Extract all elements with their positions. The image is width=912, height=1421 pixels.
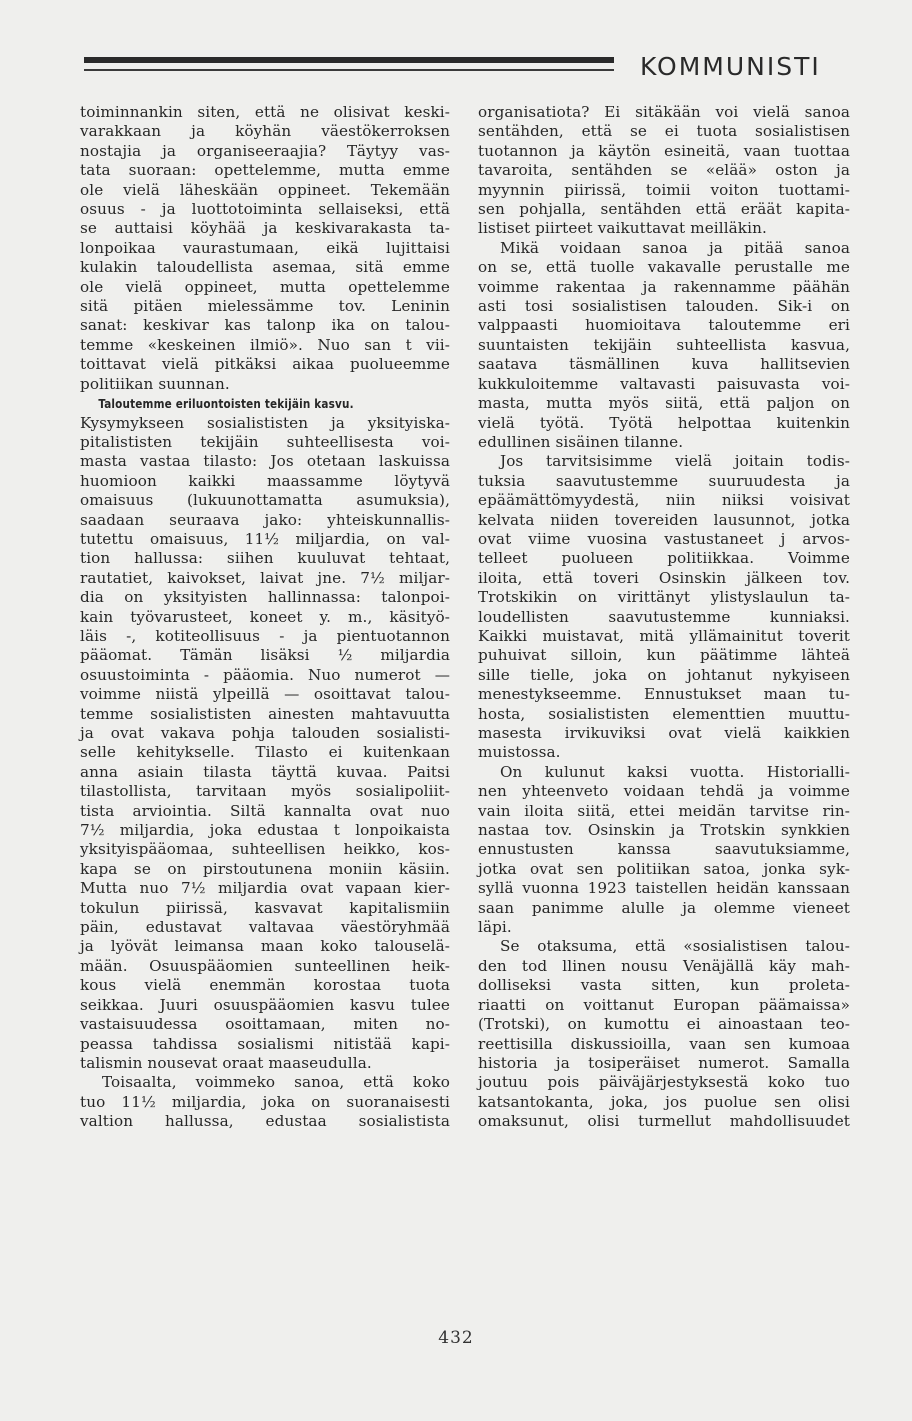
text-line: asti tosi sosialistisen talouden. Sik-i on [478, 297, 850, 316]
text-line: sitä pitäen mielessämme tov. Leninin [80, 297, 450, 316]
text-line: tokulun piirissä, kasvavat kapitalismiin [80, 898, 450, 917]
text-line: tuotannon ja käytön esineitä, vaan tuottaa [478, 141, 850, 160]
text-line: vielä työtä. Työtä helpottaa kuitenkin [478, 413, 850, 432]
text-line: ja lyövät leimansa maan koko talouselä- [80, 937, 450, 956]
text-line: Kaikki muistavat, mitä yllämainitut toverit [478, 626, 850, 645]
text-line: läis -, kotiteollisuus - ja pientuotannon [80, 626, 450, 645]
text-line: nostajia ja organiseeraajia? Täytyy vas- [80, 141, 450, 160]
text-line: nastaa tov. Osinskin ja Trotskin synkkien [478, 821, 850, 840]
text-line: ja ovat vakava pohja talouden sosialisti- [80, 724, 450, 742]
text-line: (Trotski), on kumottu ei ainoastaan teo- [478, 1015, 850, 1034]
text-line: osuus - ja luottotoiminta sellaiseksi, että [80, 200, 450, 219]
text-line: iloita, että toveri Osinskin jälkeen tov. [478, 568, 850, 587]
text-line: masesta irvikuviksi ovat vielä kaikkien [478, 724, 850, 742]
header-rule-thin [84, 69, 614, 71]
text-line: tata suoraan: opettelemme, mutta emme [80, 161, 450, 180]
text-line: yksityispääomaa, suhteellisen heikko, kos- [80, 840, 450, 859]
text-line: nen yhteenveto voidaan tehdä ja voimme [478, 782, 850, 801]
left-column [80, 103, 450, 1132]
text-line: ovat viime vuosina vastustaneet j arvos- [478, 529, 850, 548]
page-number: 432 [438, 1328, 474, 1348]
text-line: sanat: keskivar kas talonp ika on talou- [80, 316, 450, 335]
text-line: osuustoiminta - pääomia. Nuo numerot — [80, 665, 450, 684]
text-line: omaisuus (lukuunottamatta asumuksia), [80, 491, 450, 510]
text-line: sille tielle, joka on johtanut nykyiseen [478, 665, 850, 684]
text-line: päin, edustavat valtavaa väestöryhmää [80, 918, 450, 937]
text-line: kelvata niiden tovereiden lausunnot, jotka [478, 510, 850, 529]
text-line: 7½ miljardia, joka edustaa t lonpoikaista [80, 821, 450, 840]
text-line: dia on yksityisten hallinnassa: talonpoi- [80, 588, 450, 607]
text-line: katsantokanta, joka, jos puolue sen olisi [478, 1092, 850, 1111]
text-line: puhuivat silloin, kun päätimme lähteä [478, 646, 850, 665]
text-line: temme «keskeinen ilmiö». Nuo san t vii- [80, 335, 450, 354]
text-line: toiminnankin siten, että ne olisivat keski- [80, 103, 450, 121]
text-line: saadaan seuraava jako: yhteiskunnallis- [80, 510, 450, 529]
text-line: valtion hallussa, edustaa sosialistista [80, 1112, 450, 1131]
text-line: Mikä voidaan sanoa ja pitää sanoa [500, 238, 850, 257]
text-line: se auttaisi köyhää ja keskivarakasta ta- [80, 219, 450, 238]
text-line: lonpoikaa vaurastumaan, eikä lujittaisi [80, 238, 450, 257]
text-line: vastaisuudessa osoittamaan, miten no- [80, 1015, 450, 1034]
text-line: on se, että tuolle vakavalle perustalle me [478, 258, 850, 277]
text-line: joutuu pois päiväjärjestyksestä koko tuo [478, 1073, 850, 1092]
text-line: saatava täsmällinen kuva hallitsevien [478, 355, 850, 374]
text-line: valppaasti huomioitava taloutemme eri [478, 316, 850, 335]
text-line: masta, mutta myös siitä, että paljon on [478, 394, 850, 413]
text-line: telleet puolueen politiikkaa. Voimme [478, 549, 850, 568]
text-line: ennustusten kanssa saavutuksiamme, [478, 840, 850, 859]
text-line: jotka ovat sen politiikan satoa, jonka syk- [478, 859, 850, 878]
text-line: kapa se on pirstoutunena moniin käsiin. [80, 859, 450, 878]
text-line: voimme niistä ylpeillä — osoittavat talou- [80, 685, 450, 704]
text-line: omaksunut, olisi turmellut mahdollisuudet [478, 1112, 850, 1131]
text-line: sentähden, että se ei tuota sosialistisen [478, 122, 850, 141]
text-line: Trotskikin on virittänyt ylistyslaulun ta- [478, 588, 850, 607]
text-line: talismin nousevat oraat maaseudulla. [80, 1053, 372, 1072]
text-line: kain työvarusteet, koneet y. m., käsityö- [80, 607, 450, 626]
text-line: voimme rakentaa ja rakennamme päähän [478, 277, 850, 296]
text-line: peassa tahdissa sosialismi nitistää kapi- [80, 1034, 450, 1053]
text-line: tista arviointia. Siltä kannalta ovat nuo [80, 801, 450, 820]
text-line: sen pohjalla, sentähden että eräät kapita- [478, 200, 850, 219]
text-line: rautatiet, kaivokset, laivat jne. 7½ miljar- [80, 568, 450, 587]
journal-title: KOMMUNISTI [640, 52, 821, 81]
text-line: varakkaan ja köyhän väestökerroksen [80, 122, 450, 141]
text-line: selle kehitykselle. Tilasto ei kuitenkaan [80, 743, 450, 762]
text-line: läpi. [478, 918, 512, 937]
text-line: suuntaisten tekijäin suhteellista kasvua, [478, 335, 850, 354]
text-line: Jos tarvitsisimme vielä joitain todis- [500, 452, 850, 471]
text-line: edullinen sisäinen tilanne. [478, 432, 684, 451]
text-line: riaatti on voittanut Europan päämaissa» [478, 995, 850, 1014]
text-line: kulakin taloudellista asemaa, sitä emme [80, 258, 450, 277]
text-line: Kysymykseen sosialististen ja yksityiska- [80, 413, 450, 432]
text-line: organisatiota? Ei sitäkään voi vielä sanoa [478, 103, 850, 121]
text-line: pitalististen tekijäin suhteellisesta voi- [80, 432, 450, 451]
text-line: menestykseemme. Ennustukset maan tu- [478, 685, 850, 704]
text-line: hosta, sosialististen elementtien muuttu- [478, 704, 850, 723]
text-line: seikkaa. Juuri osuuspääomien kasvu tulee [80, 995, 450, 1014]
text-line: Toisaalta, voimmeko sanoa, että koko [102, 1073, 450, 1092]
text-line: loudellisten saavutustemme kunniaksi. [478, 607, 850, 626]
text-line: On kulunut kaksi vuotta. Historialli- [500, 762, 850, 781]
text-line: mään. Osuuspääomien sunteellinen heik- [80, 956, 450, 975]
text-line: toittavat vielä pitkäksi aikaa puolueemme [80, 355, 450, 374]
text-line: huomioon kaikki maassamme löytyvä [80, 471, 450, 490]
text-line: ole vielä läheskään oppineet. Tekemään [80, 180, 450, 199]
text-line: tuo 11½ miljardia, joka on suoranaisesti [80, 1092, 450, 1111]
text-line: anna asiain tilasta täyttä kuvaa. Paitsi [80, 762, 450, 781]
text-line: tion hallussa: siihen kuuluvat tehtaat, [80, 549, 450, 568]
text-line: vain iloita siitä, ettei meidän tarvitse rin- [478, 801, 850, 820]
text-line: reettisilla diskussioilla, vaan sen kumoaa [478, 1034, 850, 1053]
text-line: masta vastaa tilasto: Jos otetaan laskuissa [80, 452, 450, 471]
text-line: kous vielä enemmän korostaa tuota [80, 976, 450, 995]
text-line: kukkuloitemme valtavasti paisuvasta voi- [478, 374, 850, 393]
text-line: tavaroita, sentähden se «elää» oston ja [478, 161, 850, 180]
header-rule-thick [84, 57, 614, 63]
text-line: politiikan suunnan. [80, 374, 230, 393]
text-line: Mutta nuo 7½ miljardia ovat vapaan kier- [80, 879, 450, 898]
text-line: pääomat. Tämän lisäksi ½ miljardia [80, 646, 450, 665]
text-line: den tod llinen nousu Venäjällä käy mah- [478, 956, 850, 975]
text-line: tilastollista, tarvitaan myös sosialipoliit- [80, 782, 450, 801]
text-line: dolliseksi vasta sitten, kun proleta- [478, 976, 850, 995]
text-line: muistossa. [478, 743, 561, 762]
text-line: syllä vuonna 1923 taistellen heidän kanssaan [478, 879, 850, 898]
text-line: tutettu omaisuus, 11½ miljardia, on val- [80, 529, 450, 548]
text-line: historia ja tosiperäiset numerot. Samalla [478, 1053, 850, 1072]
text-line: listiset piirteet vaikuttavat meilläkin. [478, 219, 767, 238]
text-line: temme sosialististen ainesten mahtavuutta [80, 704, 450, 723]
text-line: Se otaksuma, että «sosialistisen talou- [500, 937, 850, 956]
text-line: saan panimme alulle ja olemme vieneet [478, 898, 850, 917]
section-subheading: Taloutemme eriluontoisten tekijäin kasvu. [98, 396, 354, 412]
text-line: myynnin piirissä, toimii voiton tuottami- [478, 180, 850, 199]
text-line: tuksia saavutustemme suuruudesta ja [478, 471, 850, 490]
text-line: epäämättömyydestä, niin niiksi voisivat [478, 491, 850, 510]
text-line: ole vielä oppineet, mutta opettelemme [80, 277, 450, 296]
right-column [478, 103, 850, 1132]
